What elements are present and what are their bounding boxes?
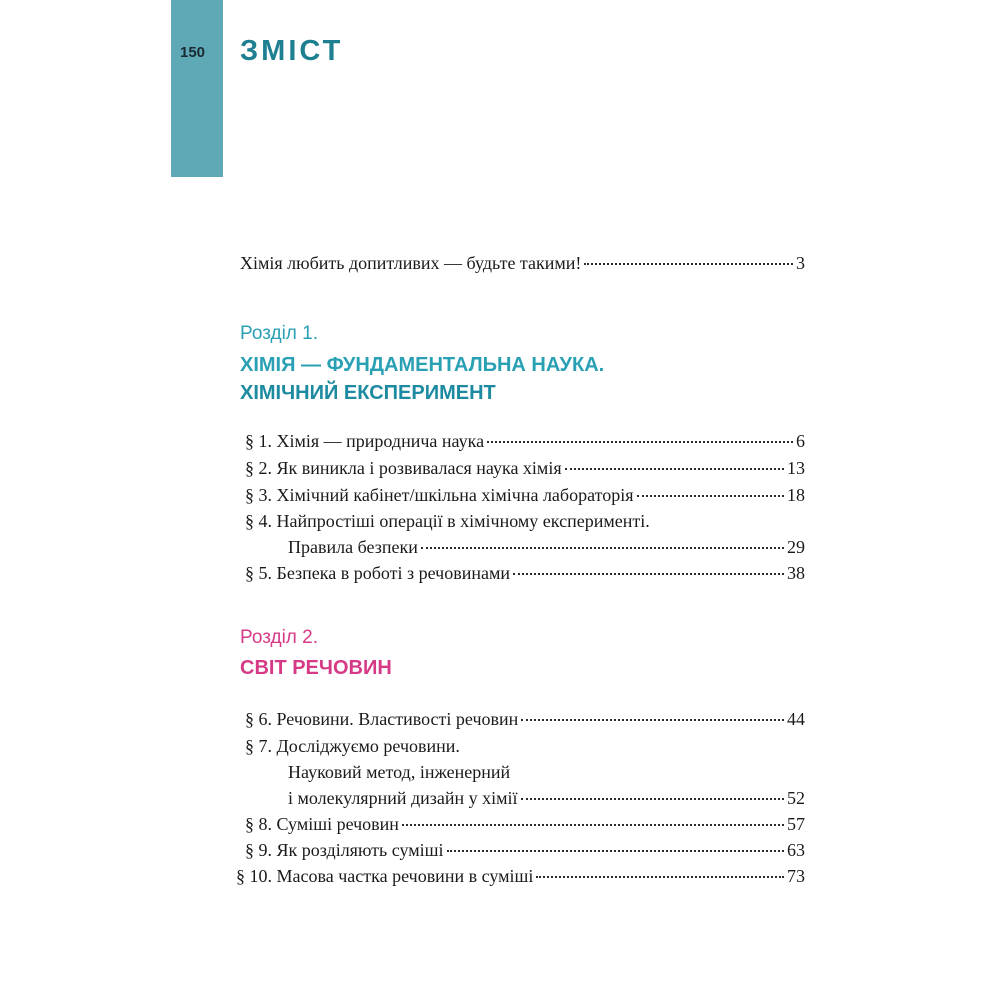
toc-entry-8[interactable] [245, 813, 805, 835]
toc-entry-text: § 8. Суміші речовин [245, 814, 399, 834]
toc-entry-text: Правила безпеки [288, 537, 418, 557]
toc-entry-4[interactable] [288, 536, 805, 558]
toc-entry-page: 6 [796, 431, 805, 451]
section-2-title: СВІТ РЕЧОВИН [240, 657, 392, 679]
toc-entry-text: Хімія любить допитливих — будьте такими! [240, 253, 582, 273]
section-1-label: Розділ 1. [240, 323, 319, 344]
toc-entry-text: § 6. Речовини. Властивості речовин [245, 709, 519, 729]
section-1-title-line-1: ХІМІЯ — ФУНДАМЕНТАЛЬНА НАУКА. [240, 354, 605, 376]
toc-entry-7-line-2[interactable]: Науковий метод, інженерний [288, 762, 511, 782]
toc-entry-text: § 10. Масова частка речовини в суміші [236, 866, 534, 886]
toc-entry-page: 13 [787, 458, 805, 478]
toc-entry-page: 29 [787, 537, 805, 557]
section-1-title-line-2: ХІМІЧНИЙ ЕКСПЕРИМЕНТ [240, 382, 496, 404]
dot-leader [487, 441, 793, 443]
dot-leader [521, 719, 784, 721]
toc-entry-1[interactable] [245, 430, 805, 452]
toc-entry-page: 44 [787, 709, 805, 729]
page-title: ЗМІСТ [240, 35, 344, 67]
dot-leader [402, 824, 784, 826]
toc-entry-10[interactable] [236, 865, 805, 887]
toc-entry-page: 52 [787, 788, 805, 808]
toc-entry-text: § 5. Безпека в роботі з речовинами [245, 563, 511, 583]
dot-leader [637, 495, 784, 497]
toc-entry-7-line-1[interactable]: § 7. Досліджуємо речовини. [245, 736, 460, 756]
dot-leader [536, 876, 784, 878]
section-2-label: Розділ 2. [240, 627, 319, 648]
toc-entry-2[interactable] [245, 457, 805, 479]
toc-entry-page: 73 [787, 866, 805, 886]
dot-leader [584, 263, 793, 265]
toc-entry-text: § 3. Хімічний кабінет/шкільна хімічна лабораторія [245, 485, 634, 505]
toc-entry-page: 38 [787, 563, 805, 583]
toc-entry-text: § 2. Як виникла і розвивалася наука хімія [245, 458, 562, 478]
toc-entry-page: 3 [796, 253, 805, 273]
toc-entry-text: § 9. Як розділяють суміші [245, 840, 444, 860]
toc-entry-7[interactable] [288, 787, 805, 809]
toc-entry-intro[interactable] [240, 252, 805, 274]
toc-entry-5[interactable] [245, 562, 805, 584]
toc-entry-page: 63 [787, 840, 805, 860]
page-number: 150 [180, 44, 206, 61]
toc-entry-6[interactable] [245, 708, 805, 730]
dot-leader [513, 573, 784, 575]
dot-leader [521, 798, 784, 800]
toc-entry-text: § 1. Хімія — природнича наука [245, 431, 485, 451]
toc-entry-page: 18 [787, 485, 805, 505]
toc-entry-text: і молекулярний дизайн у хімії [288, 788, 518, 808]
dot-leader [447, 850, 784, 852]
dot-leader [421, 547, 784, 549]
dot-leader [565, 468, 784, 470]
toc-entry-3[interactable] [245, 484, 805, 506]
toc-entry-9[interactable] [245, 839, 805, 861]
page-corner-tab [171, 0, 223, 177]
toc-entry-4-line-1[interactable]: § 4. Найпростіші операції в хімічному експерименті. [245, 511, 650, 531]
toc-entry-page: 57 [787, 814, 805, 834]
